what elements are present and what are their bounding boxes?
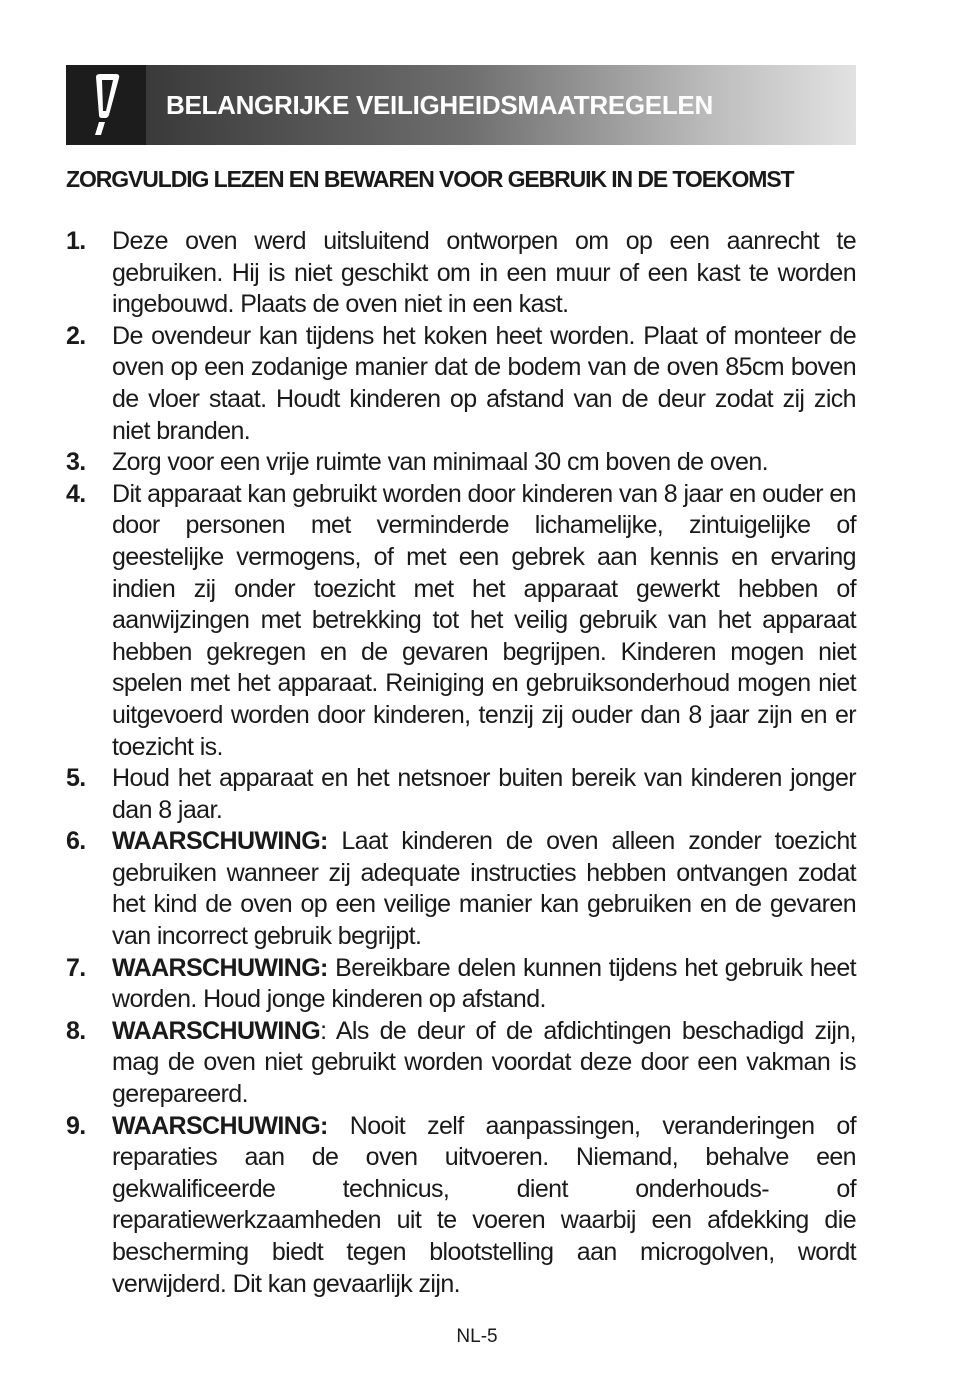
list-item (66, 479, 856, 763)
list-item (66, 953, 856, 1016)
list-item (66, 1111, 856, 1301)
warning-label: WAARSCHUWING (112, 1016, 321, 1045)
safety-instructions-list (66, 226, 856, 1300)
item-text (112, 826, 856, 952)
item-text (112, 763, 856, 826)
item-body-text: Bereikbare delen kunnen tijdens het gebruik heet worden. Houd jonge kinderen op afstand. (112, 953, 856, 1014)
item-body-text: Deze oven werd uitsluitend ontworpen om op een aanrecht te gebruiken. Hij is niet geschikt om in een muur of een kast te worden ingebouwd. Plaats de oven niet in een kast. (112, 227, 856, 319)
warning-label: WAARSCHUWING: (112, 1111, 328, 1140)
list-item (66, 226, 856, 321)
item-number: 1. (66, 227, 86, 255)
list-item (66, 1016, 856, 1111)
item-body-text: Nooit zelf aanpassingen, veranderingen of reparaties aan de oven uitvoeren. Niemand, behalve een gekwalificeerde technicus, dient onderhouds- of reparatiewerkzaamheden uit te voeren waarbij een afdekking die bescherming biedt tegen blootstelling aan microgolven, wordt verwijderd. Dit kan gevaarlijk zijn. (112, 1111, 856, 1298)
section-header (66, 65, 856, 145)
item-number: 4. (66, 479, 86, 508)
item-text (112, 321, 856, 447)
page-subtitle: ZORGVULDIG LEZEN EN BEWAREN VOOR GEBRUIK IN DE TOEKOMST (66, 166, 794, 192)
warning-icon-box (66, 65, 146, 145)
item-text (112, 1111, 856, 1301)
warning-label: WAARSCHUWING: (112, 827, 328, 856)
item-text (112, 953, 856, 1016)
item-number: 8. (66, 1016, 86, 1045)
item-text (112, 226, 856, 321)
item-number: 5. (66, 764, 86, 793)
item-text (112, 479, 856, 763)
item-text (112, 1016, 856, 1111)
list-item (66, 826, 856, 952)
item-number: 6. (66, 827, 86, 856)
item-body-text: : Als de deur of de afdichtingen beschadigd zijn, mag de oven niet gebruikt worden voordat deze door een vakman is gerepareerd. (112, 1016, 856, 1109)
header-title-box (146, 65, 856, 145)
item-body-text: Houd het apparaat en het netsnoer buiten bereik van kinderen jonger dan 8 jaar. (112, 764, 856, 824)
list-item (66, 763, 856, 826)
item-number: 7. (66, 953, 86, 982)
page-title: BELANGRIJKE VEILIGHEIDSMAATREGELEN (166, 89, 713, 120)
item-number: 9. (66, 1111, 86, 1140)
item-text (112, 447, 856, 479)
item-body-text: De ovendeur kan tijdens het koken heet worden. Plaat of monteer de oven op een zodanige manier dat de bodem van de oven 85cm boven de vloer staat. Houdt kinderen op afstand van de deur zodat zij zich niet branden. (112, 321, 856, 445)
warning-label: WAARSCHUWING: (112, 953, 328, 982)
list-item (66, 447, 856, 479)
item-body-text: Zorg voor een vrije ruimte van minimaal 30 cm boven de oven. (112, 448, 768, 477)
item-body-text: Laat kinderen de oven alleen zonder toezicht gebruiken wanneer zij adequate instructies hebben ontvangen zodat het kind de oven op een veilige manier kan gebruiken en de gevaren van incorrect gebruik begrijpt. (112, 827, 856, 951)
page-number: NL-5 (456, 1326, 498, 1347)
item-number: 2. (66, 321, 86, 350)
warning-exclamation-icon (86, 73, 126, 137)
item-body-text: Dit apparaat kan gebruikt worden door kinderen van 8 jaar en ouder en door personen met verminderde lichamelijke, zintuigelijke of geestelijke vermogens, of met een gebrek aan kennis en ervaring indien zij onder toezicht met het apparaat gewerkt hebben of aanwijzingen met betrekking tot het veilig gebruik van het apparaat hebben gekregen en de gevaren begrijpen. Kinderen mogen niet spelen met het apparaat. Reiniging en gebruiksonderhoud mogen niet uitgevoerd worden door kinderen, tenzij zij ouder dan 8 jaar zijn en er toezicht is. (112, 479, 856, 761)
item-number: 3. (66, 448, 86, 477)
list-item (66, 321, 856, 447)
